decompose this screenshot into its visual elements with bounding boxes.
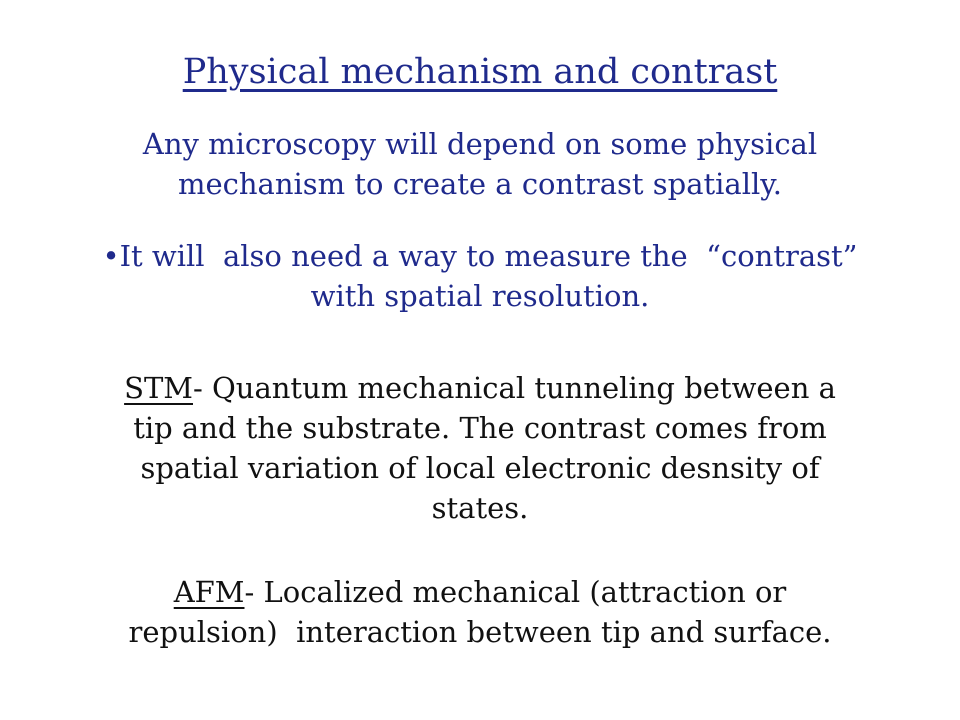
afm-line-1 [40, 572, 920, 612]
intro-line-2: mechanism to create a contrast spatially. [177, 167, 783, 201]
afm-paragraph [40, 572, 920, 652]
stm-line-1 [40, 368, 920, 408]
afm-line-1-text: - Localized mechanical (attraction or [244, 575, 787, 609]
stm-paragraph [40, 368, 920, 528]
afm-term: AFM [173, 575, 245, 609]
intro-paragraph [40, 124, 920, 204]
stm-line-4: states. [431, 491, 529, 525]
afm-line-2: repulsion) interaction between tip and surface. [128, 615, 832, 649]
stm-line-3: spatial variation of local electronic desnsity of [140, 451, 820, 485]
stm-term: STM [124, 371, 193, 405]
intro-line-1: Any microscopy will depend on some physical [142, 127, 818, 161]
bullet-paragraph [40, 236, 920, 316]
bullet-line-1: •It will also need a way to measure the “contrast” [102, 239, 858, 273]
slide-title: Physical mechanism and contrast [182, 52, 778, 92]
stm-line-2: tip and the substrate. The contrast comes from [133, 411, 827, 445]
stm-line-1-text: - Quantum mechanical tunneling between a [193, 371, 836, 405]
bullet-line-2: with spatial resolution. [310, 279, 650, 313]
